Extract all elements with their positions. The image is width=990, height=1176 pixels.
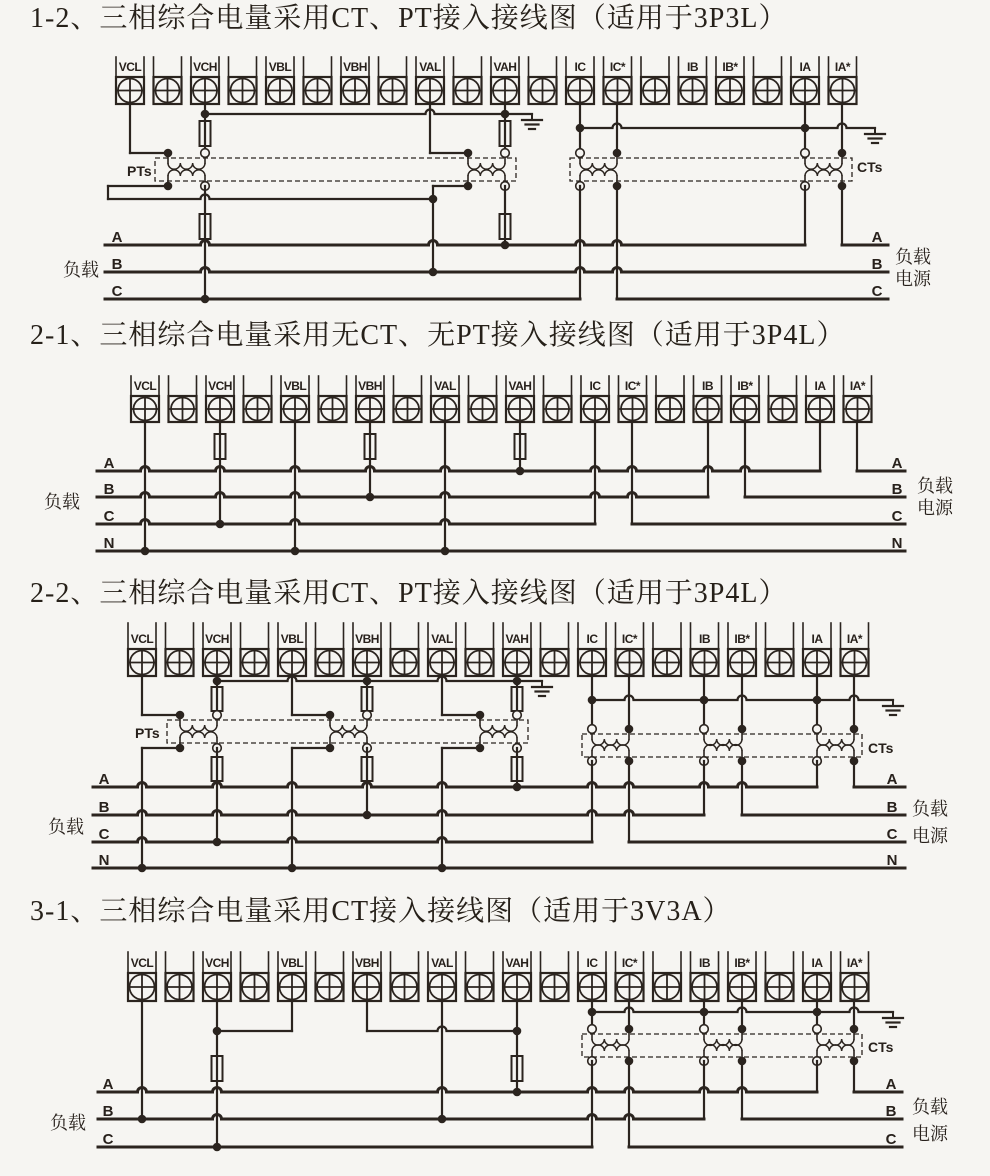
terminal-IB	[691, 623, 719, 676]
wire	[580, 124, 875, 129]
junction-dot	[613, 149, 622, 158]
terminal-label: VBL	[268, 60, 292, 74]
junction-dot	[850, 1025, 859, 1034]
load-label-left: 负载	[63, 260, 99, 280]
winding	[180, 725, 217, 731]
load-label-left: 负载	[44, 492, 80, 512]
source-label-right: 电源	[895, 269, 931, 289]
terminal-circle	[363, 711, 372, 720]
terminal-blank-3	[244, 376, 272, 422]
terminal-blank-3	[241, 623, 269, 676]
winding	[330, 725, 367, 731]
transformer-symbol-pt	[326, 711, 372, 753]
terminal-label: IB	[702, 379, 713, 393]
terminal-VCL	[128, 952, 156, 1001]
winding	[805, 170, 842, 176]
terminal-VBH	[341, 57, 369, 104]
terminal-label: IC	[586, 956, 598, 970]
terminal-label: IB*	[734, 956, 750, 970]
transformer-symbol-pt	[176, 711, 222, 753]
terminal-label: VAL	[419, 60, 441, 74]
diagram-1-2	[63, 57, 932, 303]
junction-dot	[176, 711, 185, 720]
terminal-label: IA*	[846, 632, 863, 646]
ground-icon	[865, 128, 885, 143]
terminal-label: VCH	[205, 632, 229, 646]
terminal-circle	[700, 725, 709, 734]
phase-label-right-N: N	[891, 535, 903, 552]
terminal-circle	[576, 149, 585, 158]
terminal-blank-17	[769, 376, 797, 422]
terminal-VCH	[203, 623, 231, 676]
terminal-IB	[679, 57, 707, 104]
phase-label-right-A: A	[891, 455, 903, 472]
terminal-blank-1	[154, 57, 182, 104]
terminal-VAL	[431, 376, 459, 422]
terminal-label: IA	[811, 956, 823, 970]
diagram-title-2: 2-1、三相综合电量采用无CT、无PT接入接线图（适用于3P4L）	[30, 320, 846, 351]
transformer-symbol-ct	[576, 149, 622, 191]
terminal-blank-14	[653, 952, 681, 1001]
terminal-blank-17	[766, 952, 794, 1001]
cts-label: CTs	[868, 740, 894, 756]
terminal-label: IC*	[621, 632, 638, 646]
terminal-label: VBH	[355, 956, 379, 970]
wire	[93, 811, 704, 816]
terminal-VAH	[503, 623, 531, 676]
phase-label-left-C: C	[102, 1131, 114, 1148]
phase-label-right-A: A	[871, 229, 883, 246]
terminal-label: VAL	[431, 632, 453, 646]
junction-dot	[326, 711, 335, 720]
transformer-symbol-ct	[813, 725, 859, 766]
phase-label-right-B: B	[885, 1103, 897, 1120]
wire	[93, 783, 817, 788]
load-label-left: 负载	[50, 1113, 86, 1133]
winding	[580, 163, 617, 169]
terminal-blank-14	[653, 623, 681, 676]
phase-label-right-C: C	[891, 508, 903, 525]
terminal-label: VAL	[434, 379, 456, 393]
terminal-VBL	[266, 57, 294, 104]
terminal-label: VAH	[508, 379, 532, 393]
source-label-right: 电源	[917, 498, 953, 518]
phase-label-right-C: C	[885, 1131, 897, 1148]
pts-label: PTs	[135, 725, 160, 741]
terminal-IC	[578, 952, 606, 1001]
phase-label-right-B: B	[871, 256, 883, 273]
terminal-label: IC*	[621, 956, 638, 970]
phase-label-left-C: C	[98, 826, 110, 843]
terminal-label: IB	[699, 956, 710, 970]
wire	[105, 268, 888, 273]
phase-label-left-A: A	[98, 771, 110, 788]
terminal-label: VCH	[208, 379, 232, 393]
terminal-IC*	[616, 952, 644, 1001]
diagram-2-1	[44, 376, 954, 555]
junction-dot	[464, 149, 473, 158]
terminal-IB*	[728, 623, 756, 676]
terminal-blank-5	[316, 952, 344, 1001]
terminal-blank-11	[544, 376, 572, 422]
terminal-circle	[588, 1025, 597, 1034]
wire	[217, 677, 542, 682]
cts-label: CTs	[857, 159, 883, 175]
terminal-IA	[791, 57, 819, 104]
terminal-VBH	[353, 952, 381, 1001]
terminal-blank-1	[166, 623, 194, 676]
phase-label-left-A: A	[111, 229, 123, 246]
terminal-blank-9	[454, 57, 482, 104]
terminal-label: IB	[687, 60, 698, 74]
terminal-VAH	[491, 57, 519, 104]
terminal-label: VCL	[130, 956, 154, 970]
terminal-circle	[813, 725, 822, 734]
terminal-circle	[801, 149, 810, 158]
wire	[98, 1115, 704, 1120]
terminal-label: VBL	[280, 956, 304, 970]
junction-dot	[201, 110, 210, 119]
terminal-blank-9	[466, 952, 494, 1001]
junction-dot	[850, 725, 859, 734]
terminal-circle	[588, 725, 597, 734]
terminal-label: VBH	[343, 60, 367, 74]
phase-label-left-N: N	[103, 535, 115, 552]
terminal-VCL	[116, 57, 144, 104]
wire	[93, 838, 592, 843]
junction-dot	[213, 677, 222, 686]
ground-icon	[883, 700, 903, 715]
terminal-label: IA*	[846, 956, 863, 970]
terminal-label: IC	[574, 60, 586, 74]
terminal-VBL	[281, 376, 309, 422]
terminal-VBL	[278, 623, 306, 676]
phase-label-right-A: A	[886, 771, 898, 788]
terminal-IC	[581, 376, 609, 422]
winding	[805, 163, 842, 169]
transformer-symbol-pt	[164, 149, 210, 191]
winding	[480, 725, 517, 731]
terminal-VCH	[191, 57, 219, 104]
terminal-IB	[691, 952, 719, 1001]
terminal-IA*	[841, 623, 869, 676]
winding	[180, 732, 217, 738]
phase-label-left-B: B	[98, 799, 110, 816]
transformer-symbol-pt	[476, 711, 522, 753]
terminal-label: IB	[699, 632, 710, 646]
terminal-label: VCH	[205, 956, 229, 970]
diagram-title-3: 2-2、三相综合电量采用CT、PT接入接线图（适用于3P4L）	[30, 578, 788, 609]
terminal-label: IC	[586, 632, 598, 646]
transformer-symbol-pt	[464, 149, 510, 191]
terminal-label: VCL	[118, 60, 142, 74]
wire	[97, 493, 708, 498]
terminal-VAL	[428, 623, 456, 676]
terminal-VAL	[416, 57, 444, 104]
terminal-VAL	[428, 952, 456, 1001]
diagram-title-1: 1-2、三相综合电量采用CT、PT接入接线图（适用于3P3L）	[30, 3, 788, 34]
terminal-circle	[700, 1025, 709, 1034]
terminal-VCH	[206, 376, 234, 422]
pts-label: PTs	[127, 163, 152, 179]
terminal-label: VAH	[505, 956, 529, 970]
terminal-VCH	[203, 952, 231, 1001]
terminal-label: VCL	[130, 632, 154, 646]
junction-dot	[625, 725, 634, 734]
phase-label-left-A: A	[102, 1076, 114, 1093]
terminal-circle	[513, 711, 522, 720]
terminal-blank-9	[469, 376, 497, 422]
terminal-IB*	[716, 57, 744, 104]
terminal-label: VCL	[133, 379, 157, 393]
terminal-label: IA	[811, 632, 823, 646]
junction-dot	[838, 149, 847, 158]
terminal-IB*	[728, 952, 756, 1001]
phase-label-right-C: C	[886, 826, 898, 843]
transformer-symbol-ct	[588, 1025, 634, 1066]
terminal-label: IA*	[834, 60, 851, 74]
terminal-circle	[201, 149, 210, 158]
terminal-label: IA*	[849, 379, 866, 393]
terminal-circle	[213, 711, 222, 720]
load-label-right: 负载	[895, 247, 931, 267]
terminal-label: IB*	[722, 60, 738, 74]
terminal-IA	[803, 623, 831, 676]
terminal-blank-14	[656, 376, 684, 422]
terminal-IA*	[844, 376, 872, 422]
phase-label-right-B: B	[886, 799, 898, 816]
winding	[330, 732, 367, 738]
transformer-symbol-ct	[588, 725, 634, 766]
terminal-blank-17	[766, 623, 794, 676]
terminal-label: IB*	[737, 379, 753, 393]
junction-dot	[738, 725, 747, 734]
terminal-blank-7	[379, 57, 407, 104]
terminal-blank-7	[391, 952, 419, 1001]
terminal-blank-11	[541, 623, 569, 676]
terminal-label: VBH	[358, 379, 382, 393]
phase-label-right-B: B	[891, 481, 903, 498]
terminal-label: VBL	[283, 379, 307, 393]
terminal-label: VAH	[493, 60, 517, 74]
terminal-label: IB*	[734, 632, 750, 646]
phase-label-right-A: A	[885, 1076, 897, 1093]
load-label-left: 负载	[48, 817, 84, 837]
phase-label-left-B: B	[111, 256, 123, 273]
diagram-title-4: 3-1、三相综合电量采用CT接入接线图（适用于3V3A）	[30, 896, 732, 927]
terminal-blank-9	[466, 623, 494, 676]
load-label-right: 负载	[917, 476, 953, 496]
winding	[168, 163, 205, 169]
terminal-label: VCH	[193, 60, 217, 74]
winding	[580, 170, 617, 176]
terminal-label: VAL	[431, 956, 453, 970]
transformer-symbol-ct	[813, 1025, 859, 1066]
ground-icon	[532, 681, 552, 696]
winding	[468, 170, 505, 176]
terminal-VAH	[503, 952, 531, 1001]
junction-dot	[625, 1025, 634, 1034]
phase-label-left-B: B	[102, 1103, 114, 1120]
wire	[97, 520, 595, 525]
terminal-blank-5	[316, 623, 344, 676]
terminal-label: VAH	[505, 632, 529, 646]
diagram-3-1	[50, 952, 949, 1151]
terminal-label: IA	[799, 60, 811, 74]
junction-dot	[476, 711, 485, 720]
terminal-blank-11	[529, 57, 557, 104]
wire	[97, 467, 820, 472]
phase-label-left-B: B	[103, 481, 115, 498]
phase-label-right-N: N	[886, 852, 898, 869]
terminal-IA	[806, 376, 834, 422]
terminal-VBL	[278, 952, 306, 1001]
wire	[98, 1088, 817, 1093]
load-label-right: 负载	[912, 799, 948, 819]
terminal-VCL	[131, 376, 159, 422]
ground-icon	[883, 1012, 903, 1027]
load-label-right: 负载	[912, 1097, 948, 1117]
terminal-IA	[803, 952, 831, 1001]
phase-label-right-C: C	[871, 283, 883, 300]
phase-label-left-C: C	[111, 283, 123, 300]
terminal-blank-17	[754, 57, 782, 104]
source-label-right: 电源	[912, 1124, 948, 1144]
terminal-IB*	[731, 376, 759, 422]
terminal-VCL	[128, 623, 156, 676]
terminal-blank-5	[304, 57, 332, 104]
phase-label-left-C: C	[103, 508, 115, 525]
phase-label-left-A: A	[103, 455, 115, 472]
terminal-blank-11	[541, 952, 569, 1001]
terminal-label: VBH	[355, 632, 379, 646]
transformer-symbol-ct	[700, 725, 747, 766]
phase-label-left-N: N	[98, 852, 110, 869]
terminal-label: VBL	[280, 632, 304, 646]
terminal-IA*	[841, 952, 869, 1001]
cts-label: CTs	[868, 1039, 894, 1055]
winding	[468, 163, 505, 169]
terminal-label: IA	[814, 379, 826, 393]
ground-icon	[522, 114, 542, 129]
transformer-symbol-ct	[700, 1025, 747, 1066]
terminal-label: IC*	[609, 60, 626, 74]
terminal-IC*	[619, 376, 647, 422]
transformer-group-box	[155, 158, 516, 181]
terminal-IC	[566, 57, 594, 104]
terminal-label: IC*	[624, 379, 641, 393]
terminal-blank-7	[394, 376, 422, 422]
terminal-blank-5	[319, 376, 347, 422]
terminal-blank-1	[166, 952, 194, 1001]
terminal-VBH	[353, 623, 381, 676]
terminal-blank-3	[241, 952, 269, 1001]
terminal-VAH	[506, 376, 534, 422]
wire	[105, 241, 805, 245]
junction-dot	[738, 1025, 747, 1034]
terminal-blank-14	[641, 57, 669, 104]
terminal-IB	[694, 376, 722, 422]
source-label-right: 电源	[912, 826, 948, 846]
terminal-IA*	[829, 57, 857, 104]
winding	[168, 170, 205, 176]
terminal-label: IC	[589, 379, 601, 393]
terminal-blank-7	[391, 623, 419, 676]
transformer-symbol-ct	[801, 149, 847, 191]
diagram-2-2	[48, 623, 949, 872]
terminal-IC*	[604, 57, 632, 104]
terminal-circle	[813, 1025, 822, 1034]
junction-dot	[164, 149, 173, 158]
terminal-VBH	[356, 376, 384, 422]
terminal-blank-1	[169, 376, 197, 422]
wire	[108, 195, 433, 200]
terminal-IC*	[616, 623, 644, 676]
winding	[480, 732, 517, 738]
terminal-blank-3	[229, 57, 257, 104]
terminal-IC	[578, 623, 606, 676]
wire	[205, 110, 532, 115]
terminal-circle	[501, 149, 510, 158]
